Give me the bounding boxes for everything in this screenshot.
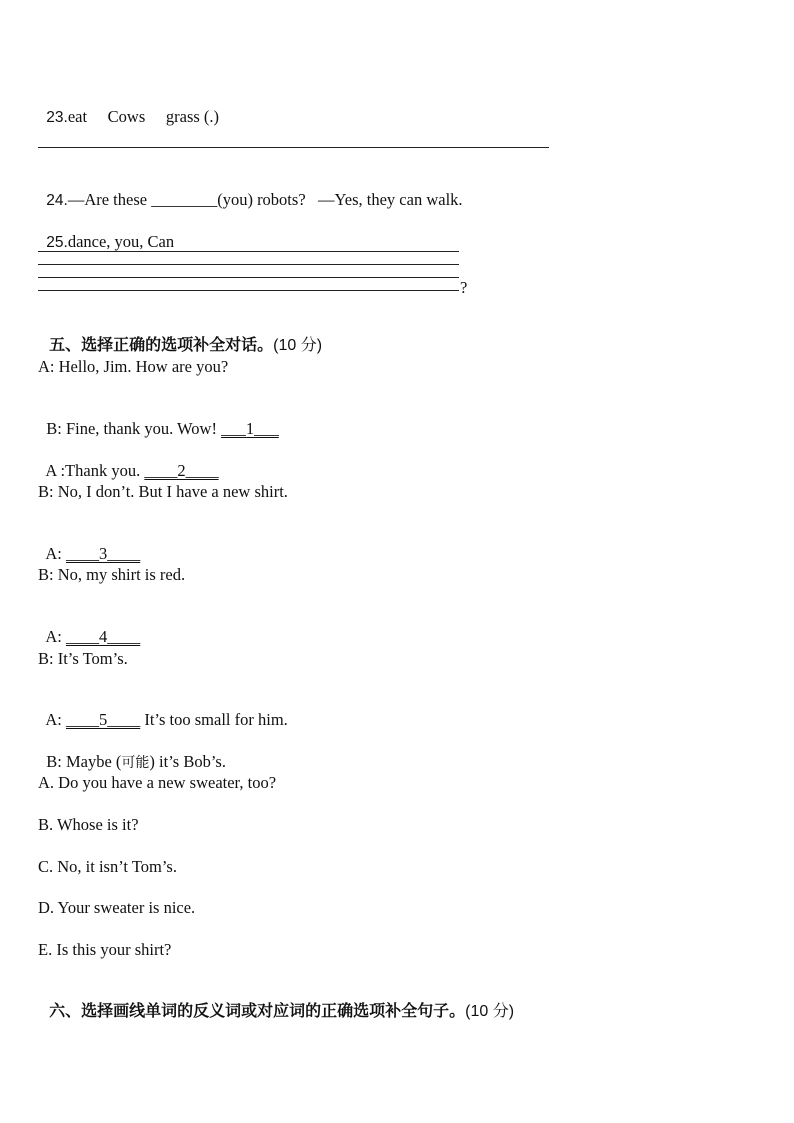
dialog-text: A: [45, 710, 66, 729]
question-text: dance, you, Can [67, 232, 175, 251]
dialog-line-6: B: No, my shirt is red. [38, 565, 186, 584]
question-number: 23. [46, 109, 68, 126]
question-text: eat Cows grass (.) [67, 107, 220, 126]
question-text: —Are these [67, 190, 152, 209]
section-6-heading [38, 981, 514, 1022]
section-5-heading [38, 315, 322, 356]
blank-2[interactable]: ____2____ [144, 461, 219, 480]
dialog-line-10 [38, 732, 226, 773]
answer-line[interactable] [38, 251, 459, 252]
option-c[interactable]: C. No, it isn’t Tom’s. [38, 857, 177, 876]
dialog-text: A :Thank you. [45, 461, 145, 480]
blank-4[interactable]: ____4____ [65, 627, 141, 646]
dialog-text: A: [45, 627, 66, 646]
answer-line[interactable] [38, 147, 549, 148]
dialog-text: B: Fine, thank you. Wow! [46, 419, 222, 438]
dialog-line-2 [38, 399, 279, 439]
section-title: 六、选择画线单词的反义词或对应词的正确选项补全句子。 [49, 1001, 466, 1020]
question-23 [38, 87, 219, 128]
answer-line[interactable] [38, 290, 459, 291]
answer-line[interactable] [38, 277, 459, 278]
section-points: (10 分) [273, 337, 323, 354]
question-mark: ? [460, 278, 468, 297]
dialog-text: ) it’s Bob’s. [149, 752, 226, 771]
dialog-line-9 [38, 690, 288, 730]
question-number: 24. [46, 192, 68, 209]
section-title: 五、选择正确的选项补全对话。 [49, 335, 274, 354]
fill-blank[interactable]: ________ [151, 190, 218, 209]
question-24 [38, 170, 463, 211]
dialog-line-4: B: No, I don’t. But I have a new shirt. [38, 482, 288, 501]
option-b[interactable]: B. Whose is it? [38, 815, 139, 834]
question-25 [38, 212, 174, 253]
option-d[interactable]: D. Your sweater is nice. [38, 898, 196, 917]
dialog-line-1: A: Hello, Jim. How are you? [38, 357, 229, 376]
question-text: (you) robots? —Yes, they can walk. [217, 190, 463, 209]
blank-3[interactable]: ____3____ [65, 544, 141, 563]
chinese-gloss: 可能 [121, 755, 150, 771]
dialog-text: It’s too small for him. [140, 710, 288, 729]
dialog-line-7 [38, 607, 140, 647]
dialog-text: A: [45, 544, 66, 563]
blank-5[interactable]: ____5____ [65, 710, 141, 729]
dialog-line-8: B: It’s Tom’s. [38, 649, 128, 668]
dialog-line-3 [38, 441, 219, 481]
section-points: (10 分) [465, 1003, 515, 1020]
option-e[interactable]: E. Is this your shirt? [38, 940, 172, 959]
answer-line[interactable] [38, 264, 459, 265]
dialog-text: B: Maybe ( [46, 752, 122, 771]
blank-1[interactable]: ___1___ [221, 419, 279, 438]
dialog-line-5 [38, 524, 140, 564]
option-a[interactable]: A. Do you have a new sweater, too? [38, 773, 277, 792]
question-number: 25. [46, 234, 68, 251]
